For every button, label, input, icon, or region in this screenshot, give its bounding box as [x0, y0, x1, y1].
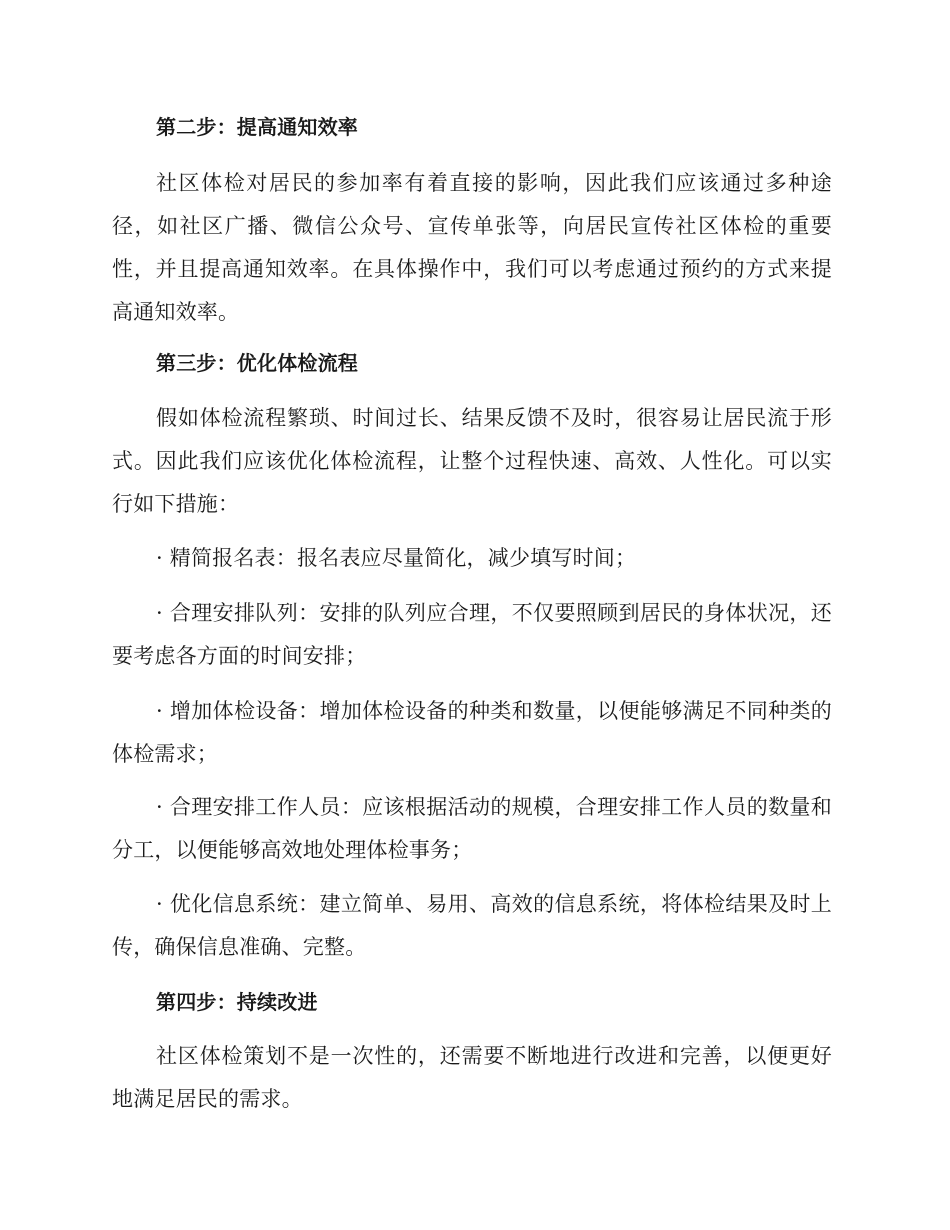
- list-item-form: · 精简报名表：报名表应尽量简化，减少填写时间；: [156, 546, 637, 570]
- section-heading-step4: 第四步：持续改进: [156, 990, 318, 1014]
- paragraph-step2: 社区体检对居民的参加率有着直接的影响，因此我们应该通过多种途径，如社区广播、微信公众号、宣传单张等，向居民宣传社区体检的重要性，并且提高通知效率。在具体操作中，我们可以考虑通过预约的方式来提高通知效率。: [112, 171, 832, 324]
- list-item-queue: · 合理安排队列：安排的队列应合理，不仅要照顾到居民的身体状况，还要考虑各方面的时间安排；: [112, 601, 832, 668]
- list-item-equipment: · 增加体检设备：增加体检设备的种类和数量，以便能够满足不同种类的体检需求；: [112, 699, 832, 766]
- paragraph-step3-intro: 假如体检流程繁琐、时间过长、结果反馈不及时，很容易让居民流于形式。因此我们应该优化体检流程，让整个过程快速、高效、人性化。可以实行如下措施：: [112, 406, 832, 516]
- section-heading-step2: 第二步：提高通知效率: [156, 115, 358, 139]
- list-item-info-system: · 优化信息系统：建立简单、易用、高效的信息系统，将体检结果及时上传，确保信息准确、完整。: [112, 892, 832, 959]
- section-heading-step3: 第三步：优化体检流程: [156, 351, 358, 375]
- paragraph-step4: 社区体检策划不是一次性的，还需要不断地进行改进和完善，以便更好地满足居民的需求。: [112, 1044, 832, 1111]
- list-item-staff: · 合理安排工作人员：应该根据活动的规模，合理安排工作人员的数量和分工，以便能够高效地处理体检事务；: [112, 795, 832, 862]
